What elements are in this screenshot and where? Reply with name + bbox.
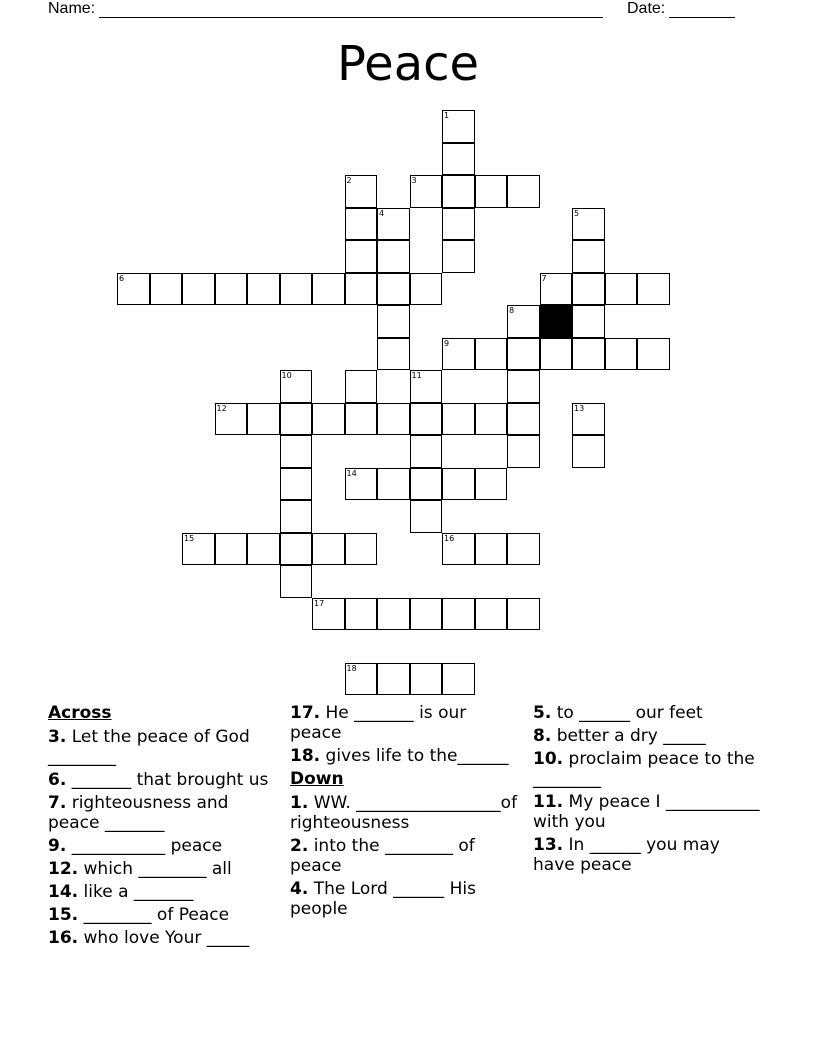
crossword-cell[interactable]: [475, 598, 508, 631]
crossword-cell[interactable]: [540, 273, 573, 306]
clue-number: 10.: [533, 749, 564, 769]
clue-number: 3.: [48, 727, 67, 747]
crossword-cell[interactable]: [215, 403, 248, 436]
cell-number: 8: [509, 306, 515, 315]
clue-item: [48, 727, 278, 767]
crossword-cell[interactable]: [442, 468, 475, 501]
clue-text: better a dry _____: [551, 726, 706, 746]
down-clue-list: [290, 793, 520, 919]
crossword-cell[interactable]: [605, 273, 638, 306]
crossword-cell[interactable]: [247, 273, 280, 306]
crossword-cell[interactable]: [507, 370, 540, 403]
crossword-cell[interactable]: [377, 468, 410, 501]
crossword-cell[interactable]: [475, 175, 508, 208]
clue-item: [290, 746, 520, 766]
cell-number: 4: [379, 208, 385, 218]
cell-number: 12: [216, 403, 227, 413]
cell-number: 9: [444, 338, 450, 348]
crossword-cell[interactable]: [410, 403, 443, 436]
crossword-cell[interactable]: [312, 403, 345, 436]
clue-text: ________ of Peace: [78, 905, 230, 925]
crossword-cell[interactable]: [215, 273, 248, 306]
clue-number: 11.: [533, 792, 564, 812]
crossword-cell[interactable]: [410, 598, 443, 631]
crossword-cell[interactable]: [410, 273, 443, 306]
across-clue-list-continued: [290, 703, 520, 766]
clue-text: righteousness and peace _______: [48, 793, 229, 833]
crossword-cell[interactable]: [377, 403, 410, 436]
clue-number: 4.: [290, 879, 309, 899]
clue-number: 5.: [533, 703, 552, 723]
crossword-cell[interactable]: [442, 533, 475, 566]
crossword-cell[interactable]: [345, 240, 378, 273]
crossword-cell[interactable]: [345, 468, 378, 501]
crossword-cell[interactable]: [507, 598, 540, 631]
clue-number: 14.: [48, 882, 79, 902]
crossword-cell[interactable]: [345, 533, 378, 566]
crossword-cell[interactable]: [605, 338, 638, 371]
clue-item: [48, 928, 278, 948]
crossword-cell[interactable]: [410, 435, 443, 468]
cell-number: 14: [346, 468, 357, 478]
across-heading: Across: [48, 703, 112, 723]
clue-number: 9.: [48, 836, 67, 856]
cell-number: 3: [411, 176, 417, 185]
down-heading: Down: [290, 769, 344, 789]
crossword-cell[interactable]: [312, 533, 345, 566]
clue-text: My peace I ___________ with you: [533, 792, 760, 832]
clue-item: [290, 703, 520, 743]
crossword-cell[interactable]: [410, 468, 443, 501]
crossword-cell[interactable]: [507, 175, 540, 208]
crossword-cell[interactable]: [507, 435, 540, 468]
cell-number: 16: [444, 533, 455, 543]
crossword-cell[interactable]: [345, 663, 378, 696]
crossword-cell[interactable]: [572, 240, 605, 273]
clue-text: In ______ you may have peace: [533, 835, 720, 875]
crossword-cell[interactable]: [312, 598, 345, 631]
crossword-cell[interactable]: [410, 175, 443, 208]
clue-item: [48, 859, 278, 879]
crossword-cell[interactable]: [377, 273, 410, 306]
crossword-cell[interactable]: [572, 208, 605, 241]
cell-number: 10: [281, 371, 292, 380]
crossword-cell[interactable]: [540, 338, 573, 371]
clue-text: _______ that brought us: [66, 770, 269, 790]
crossword-cell[interactable]: [572, 338, 605, 371]
clue-item: [48, 793, 278, 833]
crossword-cell[interactable]: [345, 175, 378, 208]
crossword-cell[interactable]: [215, 533, 248, 566]
crossword-cell[interactable]: [572, 305, 605, 338]
cell-number: 6: [119, 273, 125, 283]
clue-number: 7.: [48, 793, 67, 813]
clue-text: ___________ peace: [66, 836, 223, 856]
crossword-cell[interactable]: [117, 273, 150, 306]
clue-item: [533, 726, 763, 746]
crossword-cell[interactable]: [280, 370, 313, 403]
crossword-cell[interactable]: [475, 338, 508, 371]
clue-text: which ________ all: [78, 859, 232, 879]
cell-number: 2: [346, 176, 352, 185]
crossword-cell[interactable]: [247, 403, 280, 436]
clue-number: 16.: [48, 928, 79, 948]
crossword-cell[interactable]: [572, 273, 605, 306]
clue-text: gives life to the______: [320, 746, 509, 766]
cell-number: 13: [574, 403, 585, 413]
crossword-cell[interactable]: [507, 533, 540, 566]
crossword-cell[interactable]: [410, 663, 443, 696]
crossword-cell[interactable]: [280, 468, 313, 501]
crossword-cell[interactable]: [345, 403, 378, 436]
clue-item: [48, 770, 278, 790]
crossword-cell[interactable]: [280, 403, 313, 436]
crossword-cell[interactable]: [377, 305, 410, 338]
crossword-cell[interactable]: [442, 208, 475, 241]
cell-number: 18: [346, 663, 357, 673]
crossword-cell[interactable]: [442, 240, 475, 273]
clue-number: 17.: [290, 703, 321, 723]
black-square: [540, 305, 573, 338]
crossword-cell[interactable]: [345, 273, 378, 306]
clue-text: who love Your _____: [78, 928, 250, 948]
clue-text: He _______ is our peace: [290, 703, 467, 743]
date-label: Date:: [627, 0, 666, 17]
crossword-cell[interactable]: [410, 500, 443, 533]
cell-number: 11: [411, 371, 422, 380]
crossword-cell[interactable]: [507, 305, 540, 338]
name-label: Name:: [48, 0, 96, 17]
clue-text: into the ________ of peace: [290, 836, 475, 876]
clue-number: 8.: [533, 726, 552, 746]
clue-text: proclaim peace to the ________: [533, 749, 755, 789]
clue-item: [290, 793, 520, 833]
clue-number: 2.: [290, 836, 309, 856]
crossword-cell[interactable]: [345, 598, 378, 631]
crossword-cell[interactable]: [475, 533, 508, 566]
crossword-cell[interactable]: [572, 403, 605, 436]
crossword-cell[interactable]: [442, 663, 475, 696]
crossword-cell[interactable]: [377, 208, 410, 241]
cell-number: 7: [541, 273, 547, 283]
crossword-cell[interactable]: [442, 598, 475, 631]
crossword-cell[interactable]: [280, 533, 313, 566]
clue-number: 13.: [533, 835, 564, 855]
crossword-cell[interactable]: [637, 338, 670, 371]
cell-number: 15: [184, 533, 195, 543]
clue-item: [290, 836, 520, 876]
clues-column-3: [533, 703, 763, 878]
crossword-cell[interactable]: [182, 533, 215, 566]
crossword-cell[interactable]: [312, 273, 345, 306]
crossword-cell[interactable]: [182, 273, 215, 306]
clues-column-2: [290, 703, 520, 922]
crossword-cell[interactable]: [150, 273, 183, 306]
crossword-cell[interactable]: [475, 403, 508, 436]
crossword-cell[interactable]: [280, 435, 313, 468]
clue-item: [48, 882, 278, 902]
crossword-cell[interactable]: [377, 598, 410, 631]
clue-text: Let the peace of God ________: [48, 727, 250, 767]
crossword-cell[interactable]: [410, 370, 443, 403]
clue-item: [48, 836, 278, 856]
crossword-cell[interactable]: [280, 565, 313, 598]
crossword-cell[interactable]: [280, 273, 313, 306]
crossword-cell[interactable]: [637, 273, 670, 306]
across-clue-list: [48, 727, 278, 948]
crossword-cell[interactable]: [442, 338, 475, 371]
clue-text: like a _______: [78, 882, 194, 902]
clue-number: 6.: [48, 770, 67, 790]
crossword-cell[interactable]: [442, 175, 475, 208]
crossword-cell[interactable]: [442, 403, 475, 436]
clue-item: [533, 835, 763, 875]
page-title: Peace: [336, 36, 480, 92]
clue-item: [533, 703, 763, 723]
crossword-cell[interactable]: [377, 240, 410, 273]
crossword-cell[interactable]: [345, 208, 378, 241]
down-clue-list-continued: [533, 703, 763, 875]
crossword-cell[interactable]: [507, 338, 540, 371]
crossword-cell[interactable]: [377, 663, 410, 696]
clue-number: 12.: [48, 859, 79, 879]
crossword-cell[interactable]: [475, 468, 508, 501]
clue-text: WW. _________________of righteousness: [290, 793, 518, 833]
crossword-cell[interactable]: [442, 110, 475, 143]
crossword-cell[interactable]: [377, 338, 410, 371]
crossword-cell[interactable]: [280, 500, 313, 533]
clue-text: The Lord ______ His people: [290, 879, 476, 919]
crossword-cell[interactable]: [507, 403, 540, 436]
crossword-cell[interactable]: [572, 435, 605, 468]
clue-number: 15.: [48, 905, 79, 925]
clue-text: to ______ our feet: [551, 703, 703, 723]
clue-number: 1.: [290, 793, 309, 813]
clues-column-1: [48, 703, 278, 951]
clue-item: [290, 879, 520, 919]
clue-item: [48, 905, 278, 925]
crossword-cell[interactable]: [345, 370, 378, 403]
cell-number: 17: [314, 598, 325, 608]
clue-item: [533, 792, 763, 832]
crossword-cell[interactable]: [247, 533, 280, 566]
cell-number: 1: [444, 111, 450, 120]
cell-number: 5: [574, 208, 580, 218]
clue-item: [533, 749, 763, 789]
crossword-cell[interactable]: [442, 143, 475, 176]
clue-number: 18.: [290, 746, 321, 766]
